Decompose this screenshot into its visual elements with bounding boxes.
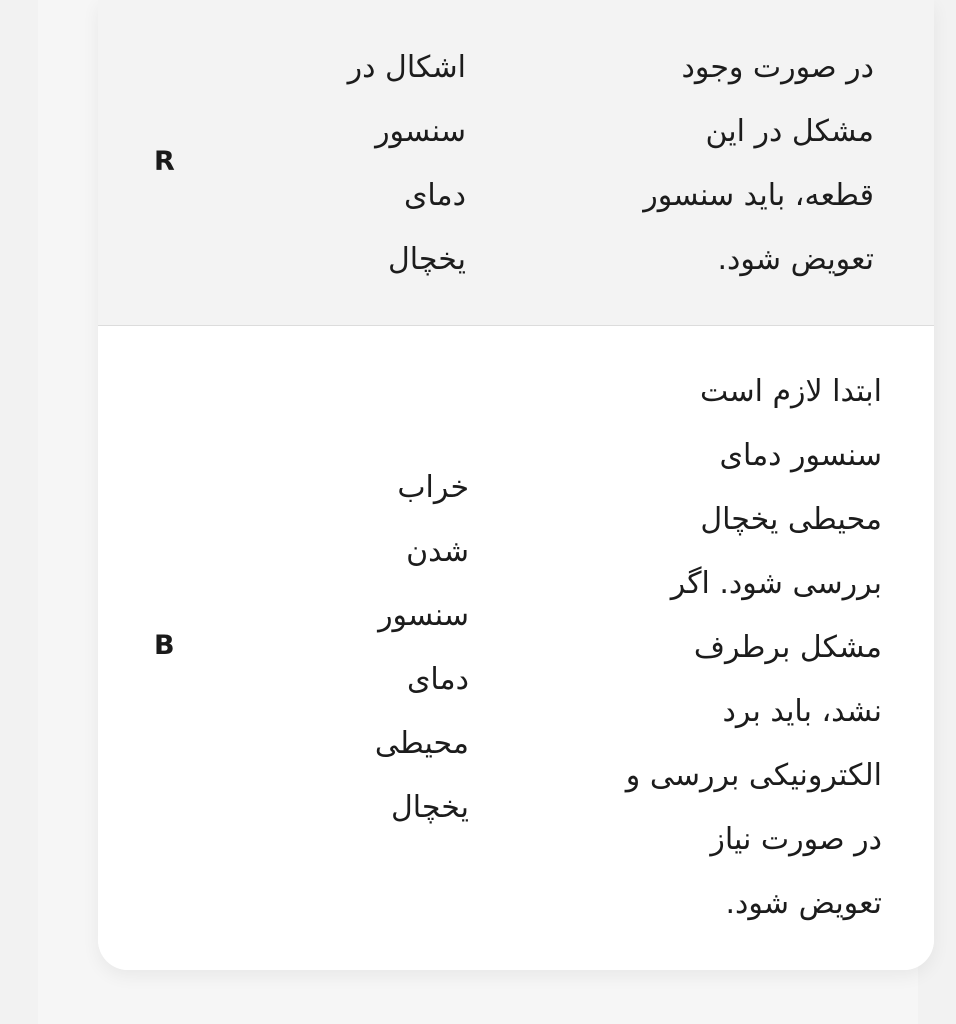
solution-cell	[598, 360, 882, 936]
solution-line: در صورت نیاز	[710, 822, 882, 857]
solution-line: قطعه، باید سنسور	[643, 178, 874, 213]
solution-line: بررسی شود. اگر	[670, 566, 882, 601]
table-row	[98, 0, 934, 326]
cause-line: اشکال در	[347, 50, 466, 85]
cause-line: محیطی	[374, 726, 469, 761]
solution-line: سنسور دمای	[719, 438, 882, 473]
solution-line: تعویض شود.	[725, 886, 882, 921]
solution-line: تعویض شود.	[717, 242, 874, 277]
solution-cell	[598, 36, 874, 292]
cause-line: یخچال	[390, 790, 469, 825]
page-background	[38, 0, 918, 1024]
solution-line: در صورت وجود	[681, 50, 874, 85]
error-code: B	[154, 630, 175, 661]
cause-line: دمای	[406, 662, 469, 697]
cause-line: سنسور	[375, 114, 466, 149]
error-code: R	[154, 146, 175, 177]
cause-cell	[323, 456, 469, 840]
solution-line: نشد، باید برد	[722, 694, 882, 729]
error-codes-table	[98, 0, 934, 970]
cause-line: دمای	[403, 178, 466, 213]
cause-cell	[323, 36, 466, 292]
solution-line: مشکل در این	[705, 114, 874, 149]
solution-line: الکترونیکی بررسی و	[625, 758, 882, 793]
table-row	[98, 326, 934, 970]
solution-line: ابتدا لازم است	[700, 374, 882, 409]
solution-line: محیطی یخچال	[700, 502, 882, 537]
cause-line: خراب	[397, 470, 469, 505]
cause-line: سنسور	[378, 598, 469, 633]
cause-line: یخچال	[387, 242, 466, 277]
cause-line: شدن	[406, 534, 469, 569]
solution-line: مشکل برطرف	[693, 630, 882, 665]
